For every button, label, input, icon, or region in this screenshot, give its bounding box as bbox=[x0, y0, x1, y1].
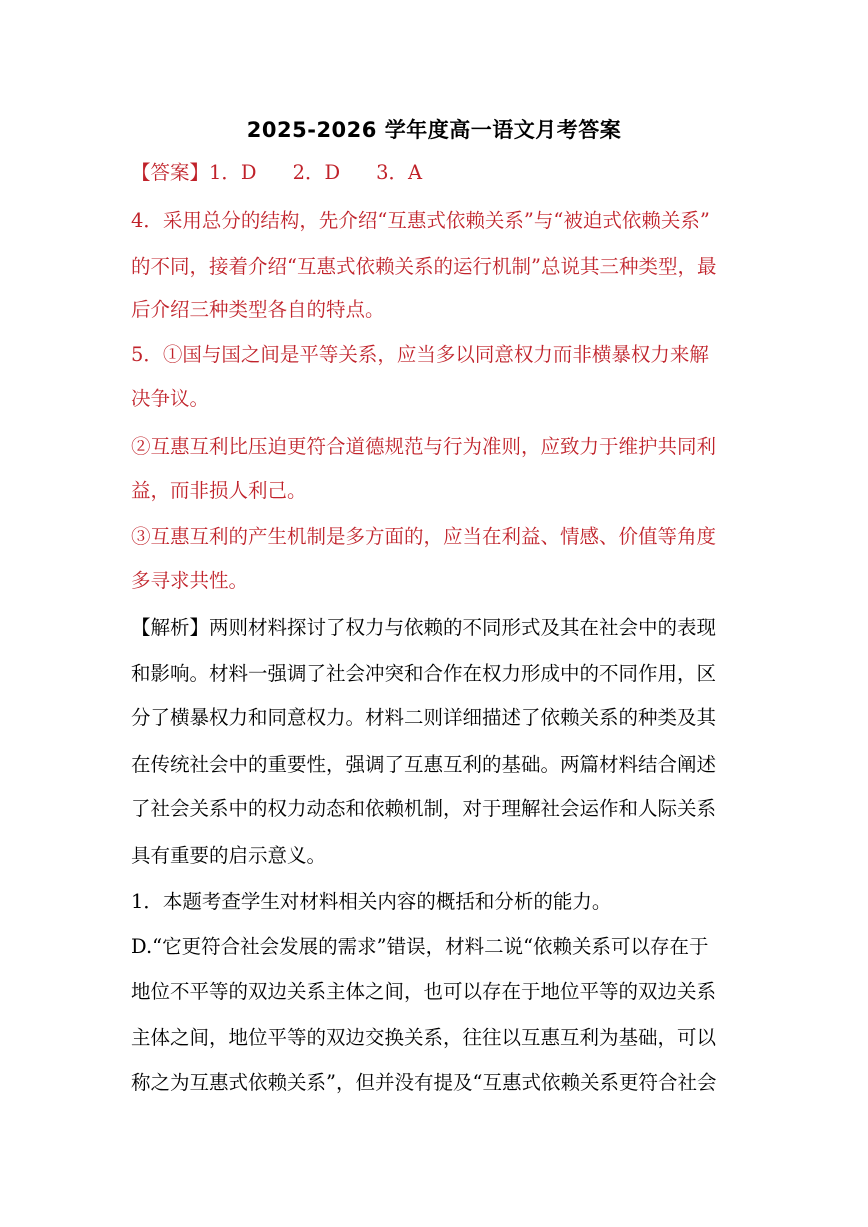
answer-row bbox=[131, 160, 751, 186]
q5-line: 决争议。 bbox=[131, 387, 210, 410]
analysis-line: 分了横暴权力和同意权力。材料二则详细描述了依赖关系的种类及其 bbox=[131, 706, 717, 729]
q4-line: 后介绍三种类型各自的特点。 bbox=[131, 298, 385, 321]
q4-line: 4．采用总分的结构，先介绍“互惠式依赖关系”与“被迫式依赖关系” bbox=[131, 209, 710, 232]
analysis-line: 在传统社会中的重要性，强调了互惠互利的基础。两篇材料结合阐述 bbox=[131, 753, 717, 776]
q1-line: 称之为互惠式依赖关系”，但并没有提及“互惠式依赖关系更符合社会 bbox=[131, 1071, 717, 1094]
q5-line: 5．①国与国之间是平等关系，应当多以同意权力而非横暴权力来解 bbox=[131, 343, 709, 366]
answer-label: 【答案】 bbox=[131, 161, 210, 184]
analysis-line: 【解析】两则材料探讨了权力与依赖的不同形式及其在社会中的表现 bbox=[131, 616, 717, 639]
q5-line: 多寻求共性。 bbox=[131, 569, 249, 592]
analysis-line: 具有重要的启示意义。 bbox=[131, 844, 327, 867]
q5-line: ②互惠互利比压迫更符合道德规范与行为准则，应致力于维护共同利 bbox=[131, 435, 717, 458]
q1-line: 主体之间，地位平等的双边交换关系，往往以互惠互利为基础，可以 bbox=[131, 1026, 717, 1049]
q1-line: 地位不平等的双边关系主体之间，也可以存在于地位平等的双边关系 bbox=[131, 980, 717, 1003]
answer-item-1: 1．D bbox=[209, 161, 257, 184]
analysis-line: 和影响。材料一强调了社会冲突和合作在权力形成中的不同作用，区 bbox=[131, 662, 717, 685]
q1-line: 1．本题考查学生对材料相关内容的概括和分析的能力。 bbox=[131, 890, 612, 913]
q5-line: 益，而非损人利己。 bbox=[131, 479, 307, 502]
answer-item-2: 2．D bbox=[292, 161, 341, 184]
q4-line: 的不同，接着介绍“互惠式依赖关系的运行机制”总说其三种类型，最 bbox=[131, 255, 717, 278]
analysis-line: 了社会关系中的权力动态和依赖机制，对于理解社会运作和人际关系 bbox=[131, 797, 717, 820]
q1-line: D.“它更符合社会发展的需求”错误，材料二说“依赖关系可以存在于 bbox=[131, 935, 709, 958]
page-title: 2025-2026 学年度高一语文月考答案 bbox=[246, 118, 622, 142]
answer-item-3: 3．A bbox=[376, 161, 423, 184]
q5-line: ③互惠互利的产生机制是多方面的，应当在利益、情感、价值等角度 bbox=[131, 525, 717, 548]
